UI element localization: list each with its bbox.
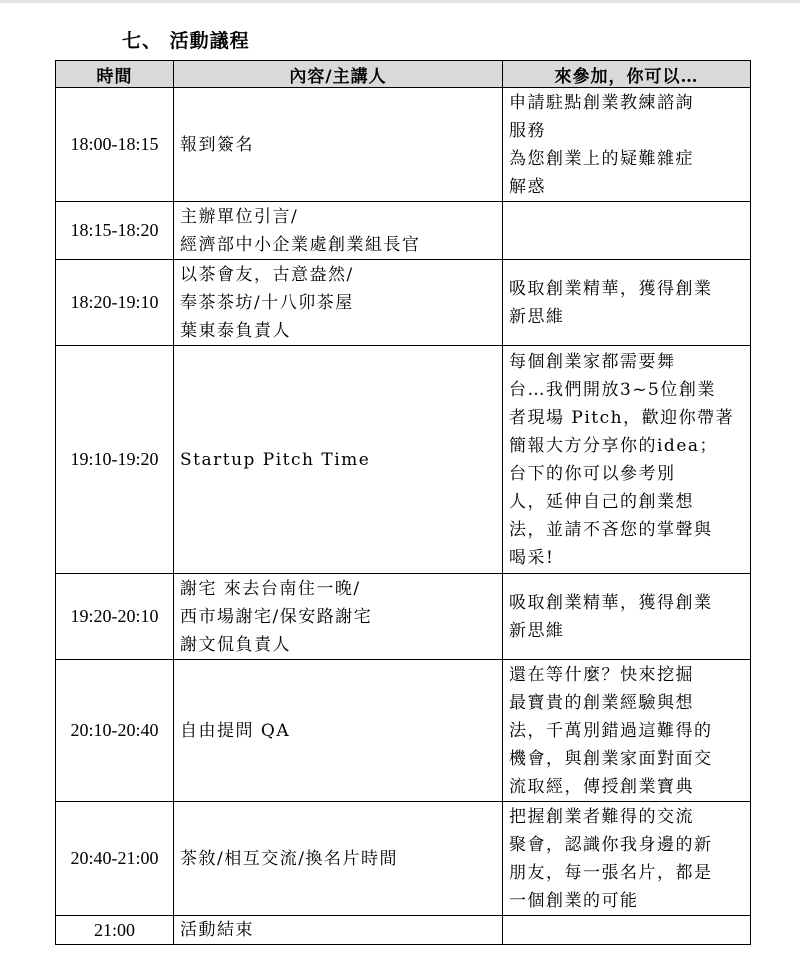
table-row <box>56 346 751 574</box>
action-line: 聚會，認識你我身邊的新 <box>509 834 713 855</box>
header-row <box>56 61 751 88</box>
top-divider <box>0 0 800 3</box>
content-cell <box>174 88 503 202</box>
action-line: 每個創業家都需要舞 <box>509 351 676 372</box>
action-line: 最寶貴的創業經驗與想 <box>509 692 694 713</box>
content-line: 經濟部中小企業處創業組長官 <box>180 234 421 255</box>
header-time: 時間 <box>56 61 174 88</box>
action-line: 把握創業者難得的交流 <box>509 806 694 827</box>
content-line: 以茶會友，古意盎然/ <box>180 264 354 285</box>
section-heading: 七、 活動議程 <box>122 30 250 52</box>
time-cell: 19:10-19:20 <box>56 346 174 574</box>
action-line: 吸取創業精華，獲得創業 <box>509 278 713 299</box>
action-cell <box>503 346 751 574</box>
time-cell: 21:00 <box>56 916 174 945</box>
action-line: 者現場 Pitch，歡迎你帶著 <box>509 407 735 428</box>
action-cell <box>503 260 751 346</box>
agenda-table <box>55 60 751 945</box>
content-line: 謝宅 來去台南住一晚/ <box>180 578 361 599</box>
action-line: 申請駐點創業教練諮詢 <box>509 92 694 113</box>
action-line: 吸取創業精華，獲得創業 <box>509 592 713 613</box>
time-cell: 18:20-19:10 <box>56 260 174 346</box>
action-line: 一個創業的可能 <box>509 890 639 911</box>
action-cell <box>503 802 751 916</box>
action-line: 服務 <box>509 120 546 141</box>
action-line: 台…我們開放3~5位創業 <box>509 379 716 400</box>
table-row <box>56 202 751 260</box>
time-cell: 20:10-20:40 <box>56 660 174 802</box>
action-line: 新思維 <box>509 620 565 641</box>
action-line: 新思維 <box>509 306 565 327</box>
content-cell <box>174 260 503 346</box>
table-row <box>56 88 751 202</box>
content-line: 西市場謝宅/保安路謝宅 <box>180 606 373 627</box>
action-cell <box>503 660 751 802</box>
action-line: 機會，與創業家面對面交 <box>509 748 713 769</box>
time-cell: 18:00-18:15 <box>56 88 174 202</box>
action-line: 法，千萬別錯過這難得的 <box>509 720 713 741</box>
action-line: 為您創業上的疑難雜症 <box>509 148 694 169</box>
content-line: Startup Pitch Time <box>180 449 371 470</box>
content-cell <box>174 802 503 916</box>
time-cell: 20:40-21:00 <box>56 802 174 916</box>
action-line: 解惑 <box>509 176 546 197</box>
action-line: 人，延伸自己的創業想 <box>509 491 694 512</box>
action-line: 法，並請不吝您的掌聲與 <box>509 519 713 540</box>
action-line: 流取經，傳授創業寶典 <box>509 776 694 797</box>
header-action: 來參加，你可以… <box>503 61 751 88</box>
table-row <box>56 802 751 916</box>
action-cell <box>503 574 751 660</box>
content-line: 茶敘/相互交流/換名片時間 <box>180 848 398 869</box>
header-content: 內容/主講人 <box>174 61 503 88</box>
content-line: 報到簽名 <box>180 134 254 155</box>
content-line: 自由提問 QA <box>180 720 291 741</box>
time-cell: 18:15-18:20 <box>56 202 174 260</box>
action-line: 還在等什麼？快來挖掘 <box>509 664 694 685</box>
content-line: 葉東泰負責人 <box>180 320 291 341</box>
action-cell <box>503 202 751 260</box>
action-cell <box>503 88 751 202</box>
action-line: 喝采! <box>509 547 555 568</box>
content-cell <box>174 660 503 802</box>
content-line: 謝文侃負責人 <box>180 634 291 655</box>
content-line: 奉茶茶坊/十八卯茶屋 <box>180 292 354 313</box>
table-row <box>56 916 751 945</box>
time-cell: 19:20-20:10 <box>56 574 174 660</box>
table-row <box>56 574 751 660</box>
action-line: 簡報大方分享你的idea； <box>509 435 719 456</box>
action-line: 朋友，每一張名片，都是 <box>509 862 713 883</box>
content-line: 活動結束 <box>180 920 254 940</box>
table-row <box>56 660 751 802</box>
content-line: 主辦單位引言/ <box>180 206 299 227</box>
content-cell <box>174 574 503 660</box>
content-cell <box>174 916 503 945</box>
content-cell <box>174 346 503 574</box>
content-cell <box>174 202 503 260</box>
action-cell <box>503 916 751 945</box>
table-row <box>56 260 751 346</box>
action-line: 台下的你可以參考別 <box>509 463 676 484</box>
